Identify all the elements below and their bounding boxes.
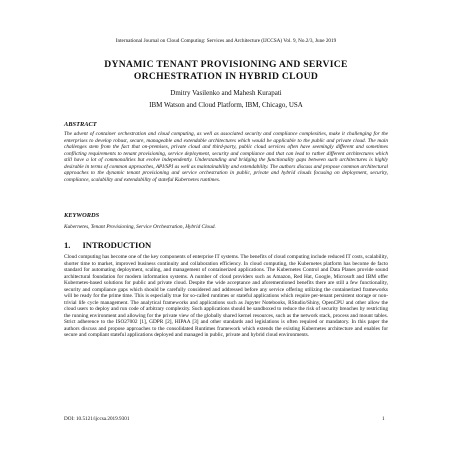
- doi: DOI: 10.5121/ijccsa.2019.9301: [64, 416, 130, 422]
- section-title: INTRODUCTION: [82, 240, 152, 250]
- title-line-1: DYNAMIC TENANT PROVISIONING AND SERVICE: [104, 59, 348, 70]
- affiliation: IBM Watson and Cloud Platform, IBM, Chicago, USA: [149, 101, 303, 109]
- keywords-heading: KEYWORDS: [64, 212, 100, 219]
- title-line-2: ORCHESTRATION IN HYBRID CLOUD: [133, 71, 319, 82]
- paper-title: [40, 59, 412, 83]
- introduction-heading: [64, 240, 151, 250]
- keywords-text: Kubernetes, Tenant Provisioning, Service Orchestration, Hybrid Cloud.: [64, 224, 216, 230]
- journal-header: International Journal on Cloud Computing: Services and Architecture (IJCCSA) Vol. 9, No.2/3, June 2019: [115, 38, 337, 44]
- section-number: 1.: [64, 240, 71, 250]
- authors: Dmitry Vasilenko and Mahesh Kurapati: [170, 89, 282, 97]
- page-number: 1: [382, 416, 385, 422]
- abstract-heading: ABSTRACT: [64, 121, 97, 128]
- abstract-text: The advent of container orchestration and cloud computing, as well as associated security and compliance complexities, make it challenging for the enterprises to develop robust, secure, manageable and extendable architectures which would be applicable to the public and private cloud. The main challenges stem from the fact that on-premises, private cloud and third-party, public cloud services often have seemingly different and sometimes conflicting requirements to tenant provisioning, service deployment, security and compliance and that can lead to rather different architectures which still have a lot of commonalities but evolve independently. Understanding and bridging the functionality gaps between such architectures is highly desirable in terms of common approaches, API/SPI as well as maintainability and extendability. The authors discuss and propose common architectural approaches to the dynamic tenant provisioning and service orchestration in public, private and hybrid clouds focusing on deployment, security, compliance, scalability and extendability of stateful Kubernetes runtimes.: [64, 131, 388, 183]
- introduction-text: Cloud computing has become one of the key components of enterprise IT systems. The benefits of cloud computing include reduced IT costs, scalability, shorter time to market, improved business continuity and collaboration efficiency. In cloud computing, the Kubernetes platform has become de facto standard for automating deployment, scaling, and management of containerized applications. The Kubernetes Control and Data Planes provide sound architectural foundation for modern information systems. A number of cloud providers such as Amazon, Red Hat, Google, Microsoft and IBM offer Kubernetes-based solutions for public and private cloud. Despite the wide acceptance and aforementioned benefits there are still a few functionality, security and compliance gaps which should be carefully considered and addressed before any service offering utilizing the containerized frameworks will be ready for the prime time. This is especially true for so-called runtimes or stateful applications which require per-tenant persistent storage or non-trivial life cycle management. The analytical frameworks and applications such as Jupyter Notebooks, RStudio/Shiny, OpenCPU and other allow the cloud users to deploy and run code of arbitrary complexity. Such applications should be sandboxed to reduce the risk of security breaches by restricting the running environment and allowing for the private view of the globally shared kernel resources, such as the network stack, process and mount tables. Strict adherence to the ISO27002 [1], GDPR [2], HIPAA [3] and other standards and legislations is often required or mandatory. In this paper the authors discuss and propose approaches to the consolidated Runtimes framework which extends the existing Kubernetes architecture and enables for secure and compliant stateful applications deployed and managed in public, private and hybrid cloud environments.: [64, 254, 389, 338]
